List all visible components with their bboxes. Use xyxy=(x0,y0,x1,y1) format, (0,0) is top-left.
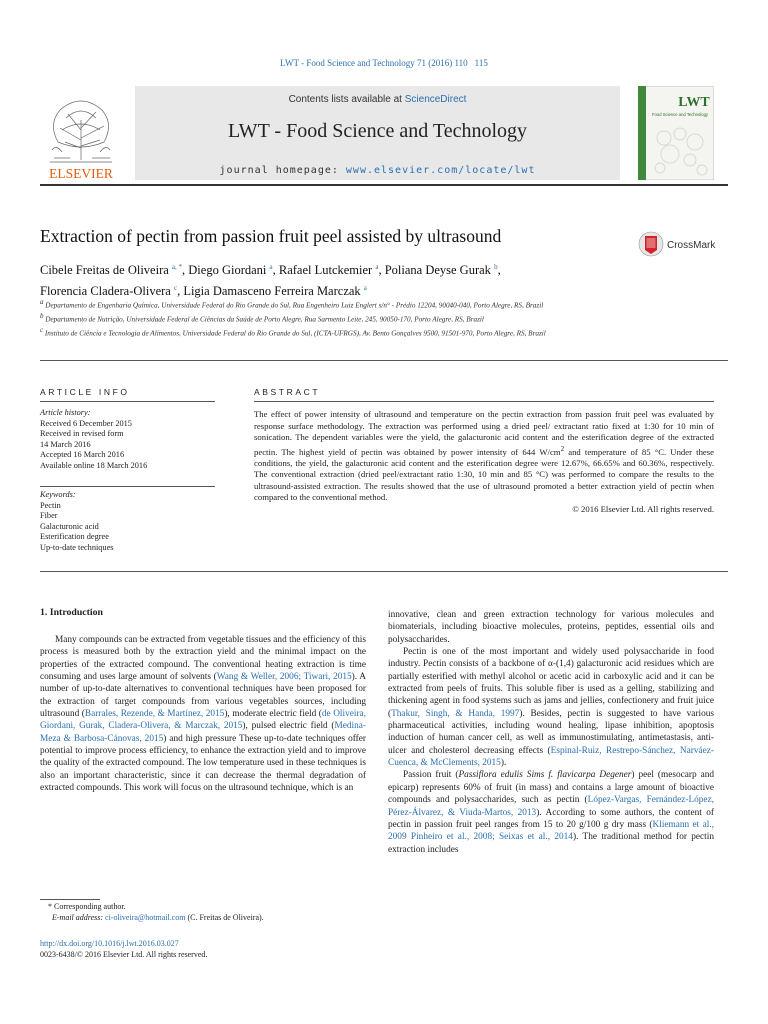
history-item: Available online 18 March 2016 xyxy=(40,460,148,470)
intro-paragraph: innovative, clean and green extraction technology for various molecules and biomaterials, including bioactive molecules, proteins, peptides, essential oils and polysaccharides. xyxy=(388,610,714,645)
journal-homepage xyxy=(135,165,620,176)
reference-link[interactable]: Espinal-Ruiz, Restrepo-Sánchez, Narváez-Cuenca, & McClements, 2015 xyxy=(388,745,714,769)
species-name: Passiflora edulis Sims f. flavicarpa Degener xyxy=(458,770,632,781)
reference-link[interactable]: Medina-Meza & Barbosa-Cánovas, 2015 xyxy=(40,721,366,744)
journal-citation[interactable]: LWT - Food Science and Technology 71 (2016) 110 115 xyxy=(280,58,488,68)
sciencedirect-link[interactable]: ScienceDirect xyxy=(404,94,467,105)
intro-paragraph: Pectin is one of the most important and widely used polysaccharide in food industry. Pectin consists of a backbone of α-(1,4) galacturonic acid residues which are partially esterified with methyl alcohol or acetic acid in carboxylic acid and it can be extracted from peels of fruits. This soluble fiber is used as a gelling, stabilizing and thickening agent in food systems such as jams and jellies, confectionery and fruit juice (Thakur, Singh, & Handa, 1997). Besides, pectin is suggested to have various pharmaceutical activities, including wound healing, lipase inhibition, apoptosis induction of human cancer cell, as well as immunostimulating, antimetastasis, anti-ulcer and cholesterol decreasing effects (Espinal-Ruiz, Restrepo-Sánchez, Narváez-Cuenca, & McClements, 2015). xyxy=(388,647,714,769)
footnote-rule xyxy=(40,899,100,900)
article-history xyxy=(40,408,215,472)
affiliation-b: $^b$ Departamento de Nutrição, Universidade Federal de Ciências da Saúde de Porto Alegre, Rua Sarmento Leite, 245, 90050-170, Porto Alegre, RS, Brazil xyxy=(40,311,484,324)
reference-link[interactable]: López-Vargas, Fernández-López, Pérez-Álvarez, & Viuda-Martos, 2013 xyxy=(388,795,714,818)
reference-link[interactable]: Wang & Weller, 2006; Tiwari, 2015 xyxy=(216,672,352,683)
elsevier-wordmark: ELSEVIER xyxy=(49,166,113,181)
author-list xyxy=(40,258,630,300)
history-item: Received in revised form xyxy=(40,429,124,439)
introduction-heading: 1. Introduction xyxy=(40,607,103,618)
crossmark-label: CrossMark xyxy=(667,240,716,251)
abstract-heading: ABSTRACT xyxy=(254,387,321,397)
journal-cover-image xyxy=(638,86,714,180)
contents-line xyxy=(135,94,620,105)
homepage-prefix: journal homepage: xyxy=(219,165,346,176)
intro-left-column xyxy=(40,634,366,794)
author: Diego Giordani $^a$, xyxy=(188,263,279,278)
keyword: Esterification degree xyxy=(40,532,109,542)
keyword: Fiber xyxy=(40,511,58,521)
author: Poliana Deyse Gurak $^b$, xyxy=(384,263,501,278)
affiliation-a: $^a$ Departamento de Engenharia Química, Universidade Federal do Rio Grande do Sul, Rua Engenheiro Luiz Englert s/n° - Prédio 12204, 90040-040, Porto Alegre, RS, Brazil xyxy=(40,298,544,310)
reference-link[interactable]: Barrales, Rezende, & Martínez, 2015 xyxy=(84,709,225,720)
email-link[interactable]: ci-oliveira@hotmail.com xyxy=(105,912,186,922)
corresponding-author-note: * Corresponding author. xyxy=(48,902,126,911)
reference-link[interactable]: Kliemann et al., 2009 Pinheiro et al., 2008; Seixas et al., 2014 xyxy=(388,819,714,843)
intro-paragraph: Passion fruit (Passiflora edulis Sims f. flavicarpa Degener) peel (mesocarp and epicarp) represents 60% of fruit (in mass) and contains a large amount of bioactive compounds and polysaccharides, such as pectin (López-Vargas, Fernández-López, Pérez-Álvarez, & Viuda-Martos, 2013). According to some authors, the content of pectin in passion fruit peel ranges from 15 to 20 g/100 g dry mass (Kliemann et al., 2009 Pinheiro et al., 2008; Seixas et al., 2014). The traditional method for pectin extraction includes xyxy=(388,770,715,855)
article-info-divider xyxy=(40,401,215,402)
cover-subtitle: Food Science and Technology xyxy=(651,112,709,117)
keywords xyxy=(40,490,215,554)
header-rule xyxy=(40,184,728,186)
abstract-body: The effect of power intensity of ultrasound and temperature on the pectin extraction from passion fruit peel was evaluated by response surface methodology. The extraction was performed using a dried peel/ extractant ratio fixed at 1:30 for 10 min of sonication. The dependent variables were the yield, the galacturonic acid content and the esterification degree of the extracted pectin. The highest yield of pectin was obtained by power intensity of 644 $W/cm^2$ and temperature of 85 °C. Under these conditions, the yield, the galacturonic acid content and the esterification degree were 12.67%, 66.65% and 60.36%, respectively. The conventional extraction (dried peel/extractant ratio 1:30, 10 min and 85 °C) was performed to compare the results to the ultrasound-assisted extraction. The results showed that the use of ultrasound promoted a better extraction yield of pectin when compared to the conventional method. © 2016 Elsevier Ltd. All rights reserved. xyxy=(254,409,715,514)
author: Florencia Cladera-Olivera $^c$, xyxy=(40,284,184,299)
abstract-divider xyxy=(254,401,714,402)
email-note: E-mail address: ci-oliveira@hotmail.com (C. Freitas de Oliveira). xyxy=(52,912,264,922)
article-info-heading: ARTICLE INFO xyxy=(40,387,130,397)
abstract-bottom-rule xyxy=(40,571,728,572)
affiliation-c: $^c$ Instituto de Ciência e Tecnologia de Alimentos, Universidade Federal do Rio Grande do Sul, (ICTA-UFRGS), Av. Bento Gonçalves 9500, 91501-970, Porto Alegre, RS, Brazil xyxy=(40,325,546,338)
abstract-copyright: © 2016 Elsevier Ltd. All rights reserved. xyxy=(572,503,714,514)
intro-paragraph: Many compounds can be extracted from vegetable tissues and the efficiency of this process is measured both by the extraction yield and the minimal impact on the properties of the extracted compound. The conventional heating extraction is time consuming and uses large amount of solvents (Wang & Weller, 2006; Tiwari, 2015). A number of up-to-date alternatives to conventional techniques have been proposed for the extraction of target compounds from various vegetables sources, including ultrasound (Barrales, Rezende, & Martínez, 2015), moderate electric field (de Oliveira, Giordani, Gurak, Cladera-Olivera, & Marczak, 2015), pulsed electric field (Medina-Meza & Barbosa-Cánovas, 2015) and high pressure These up-to-date techniques offer potential to improve process efficiency, to enhance the extraction yield and to improve the quality of the extracted compound. The low temperature used in these techniques is also an important characteristic, since it can decrease the thermal degradation of extracted compounds. This work will focus on the ultrasound technique, which is an xyxy=(40,635,366,794)
keyword: Galacturonic acid xyxy=(40,521,99,531)
history-label: Article history: xyxy=(40,408,91,417)
contents-prefix: Contents lists available at xyxy=(288,94,405,105)
reference-link[interactable]: Thakur, Singh, & Handa, 1997 xyxy=(391,708,520,719)
keywords-label: Keywords: xyxy=(40,490,76,499)
keywords-divider xyxy=(40,486,215,487)
affiliations xyxy=(40,297,628,339)
history-item: Accepted 16 March 2016 xyxy=(40,450,125,460)
intro-right-column xyxy=(388,609,714,856)
cover-title: LWT xyxy=(678,95,710,110)
history-item: 14 March 2016 xyxy=(40,439,91,449)
crossmark-badge[interactable] xyxy=(638,230,728,258)
info-rule xyxy=(40,360,728,361)
homepage-link[interactable]: www.elsevier.com/locate/lwt xyxy=(345,165,536,176)
doi-block xyxy=(40,938,207,960)
issn-line: 0023-6438/© 2016 Elsevier Ltd. All rights reserved. xyxy=(40,950,208,959)
author: Cibele Freitas de Oliveira $^{a, *}$, xyxy=(40,263,189,278)
author: Rafael Lutckemier $^a$, xyxy=(278,263,385,278)
keyword: Pectin xyxy=(40,500,61,510)
history-item: Received 6 December 2015 xyxy=(40,418,132,428)
article-title: Extraction of pectin from passion fruit peel assisted by ultrasound xyxy=(40,226,502,246)
elsevier-logo xyxy=(40,90,122,182)
doi-link[interactable]: http://dx.doi.org/10.1016/j.lwt.2016.03.027 xyxy=(40,939,179,948)
author: Ligia Damasceno Ferreira Marczak $^a$ xyxy=(183,284,367,299)
footnote xyxy=(48,902,368,923)
reference-link[interactable]: de Oliveira, Giordani, Gurak, Cladera-Olivera, & Marczak, 2015 xyxy=(40,709,366,732)
keyword: Up-to-date techniques xyxy=(40,542,114,552)
journal-title: LWT - Food Science and Technology xyxy=(227,120,528,142)
